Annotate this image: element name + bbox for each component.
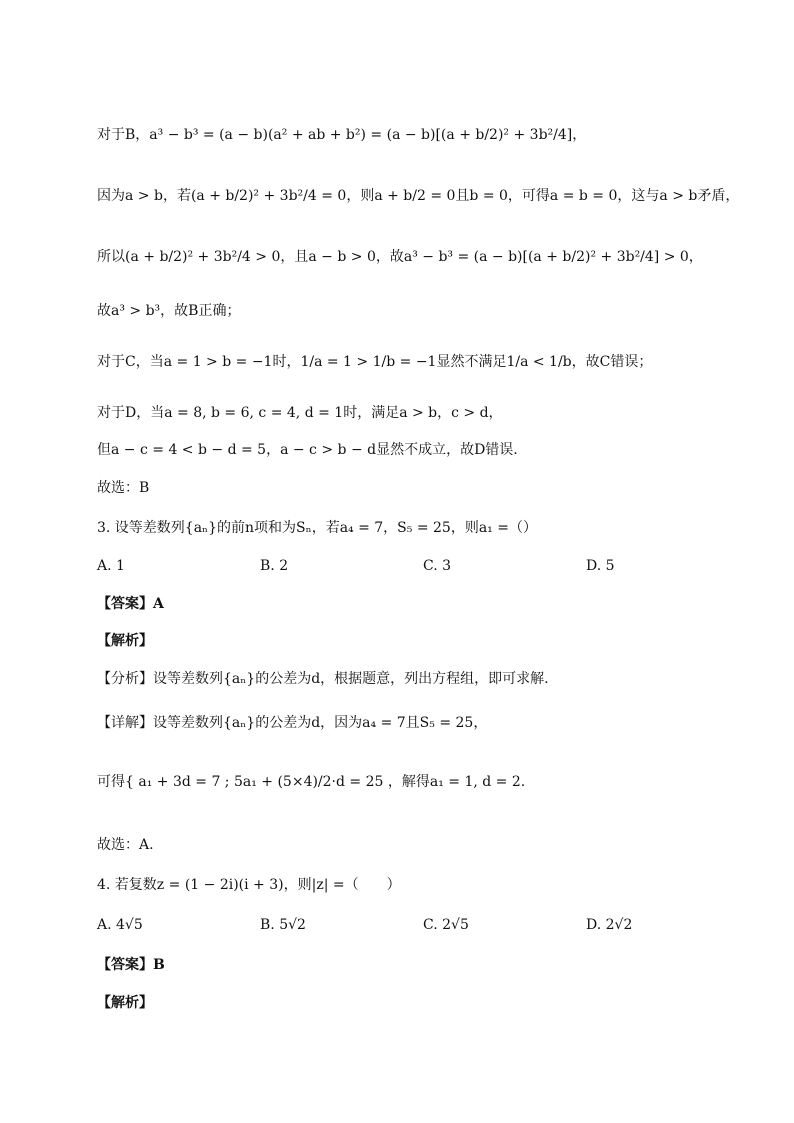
detail-3: 【详解】设等差数列{aₙ}的公差为d，因为a₄ = 7且S₅ = 25， (97, 715, 488, 731)
analysis-3: 【分析】设等差数列{aₙ}的公差为d，根据题意，列出方程组，即可求解. (97, 671, 549, 687)
line-3: 所以(a + b/2)² + 3b²/4 > 0，且a − b > 0，故a³ − b³ = (a − b)[(a + b/2)² + 3b²/4] > 0， (97, 249, 703, 265)
equation-system-3: 可得{ a₁ + 3d = 7 ; 5a₁ + (5×4)/2·d = 25 ，解得a₁ = 1, d = 2. (97, 774, 526, 790)
question-3: 3. 设等差数列{aₙ}的前n项和为Sₙ，若a₄ = 7，S₅ = 25，则a₁ =（） (97, 520, 537, 536)
analysis-label-3: 【解析】 (97, 633, 153, 649)
line-2: 因为a > b，若(a + b/2)² + 3b²/4 = 0，则a + b/2 = 0且b = 0，可得a = b = 0，这与a > b矛盾， (97, 188, 740, 204)
answer-label-4: 【答案】B (97, 957, 165, 973)
q3-option-c: C. 3 (423, 558, 452, 574)
q4-option-d: D. 2√2 (586, 917, 633, 933)
line-8: 故选：B (97, 480, 150, 496)
line-4: 故a³ > b³，故B正确； (97, 303, 241, 319)
line-6: 对于D，当a = 8, b = 6, c = 4, d = 1时，满足a > b，c > d， (97, 405, 503, 421)
line-5: 对于C，当a = 1 > b = −1时，1/a = 1 > 1/b = −1显然不满足1/a < 1/b，故C错误； (97, 354, 653, 370)
q4-option-c: C. 2√5 (423, 917, 469, 933)
q4-option-b: B. 5√2 (260, 917, 306, 933)
line-1: 对于B，a³ − b³ = (a − b)(a² + ab + b²) = (a − b)[(a + b/2)² + 3b²/4]， (97, 127, 587, 143)
q3-option-a: A. 1 (97, 558, 125, 574)
q3-option-d: D. 5 (586, 558, 615, 574)
q3-option-b: B. 2 (260, 558, 289, 574)
analysis-label-4: 【解析】 (97, 995, 153, 1011)
line-7: 但a − c = 4 < b − d = 5，a − c > b − d显然不成立，故D错误. (97, 442, 518, 458)
choice-3: 故选：A. (97, 837, 154, 853)
question-4: 4. 若复数z = (1 − 2i)(i + 3)，则|z| =（ ） (97, 877, 401, 893)
answer-label-3: 【答案】A (97, 596, 164, 612)
q4-option-a: A. 4√5 (97, 917, 143, 933)
